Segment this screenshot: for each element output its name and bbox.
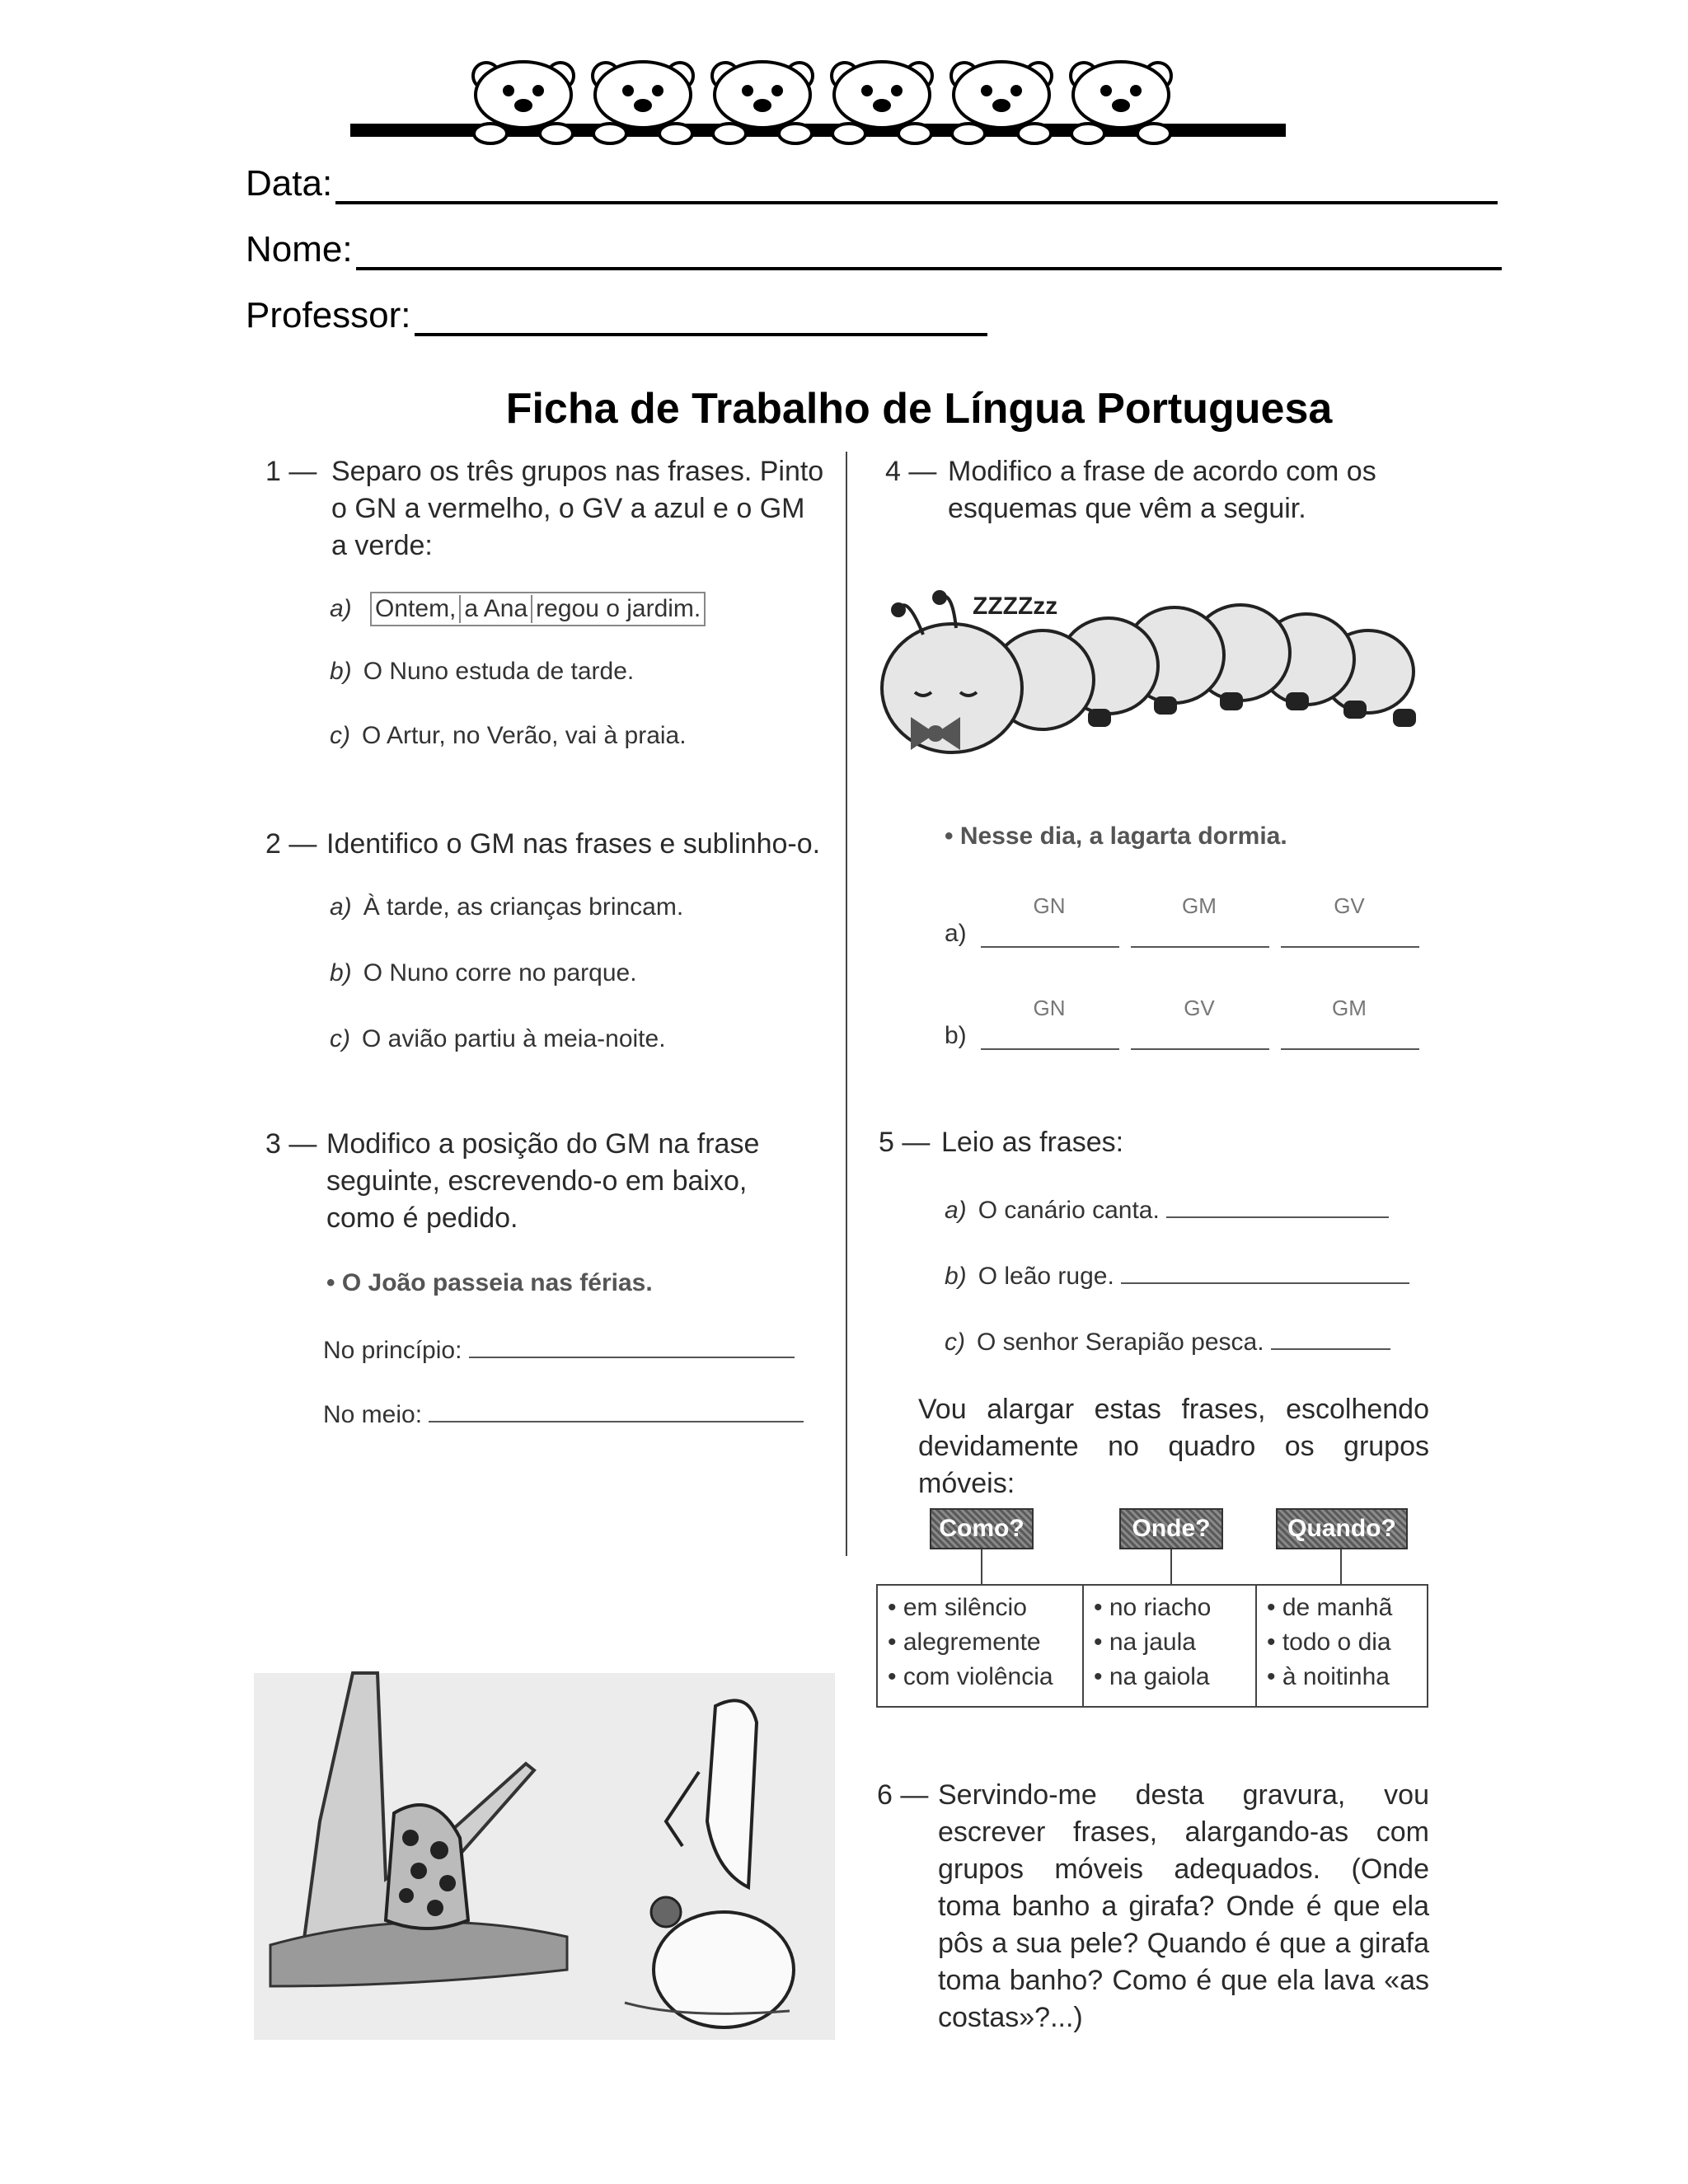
- quadro-item: • todo o dia: [1267, 1629, 1391, 1656]
- q5-item-c: c) O senhor Serapião pesca.: [945, 1327, 1390, 1357]
- date-field-row: [246, 163, 1498, 204]
- q3-prompt-start: No princípio:: [323, 1335, 795, 1365]
- name-label: Nome:: [246, 229, 353, 269]
- quadro-item: • no riacho: [1094, 1594, 1212, 1621]
- q4-text: Modifico a frase de acordo com os esquemas que vêm a seguir.: [948, 456, 1376, 524]
- q1-box-gm: Ontem,: [375, 595, 461, 623]
- quadro-item: • de manhã: [1267, 1594, 1393, 1621]
- q2-number: 2 —: [265, 828, 317, 860]
- q6-number: 6 —: [877, 1779, 929, 1811]
- q2-item-c: c) O avião partiu à meia-noite.: [330, 1025, 666, 1052]
- q5-item-b: b) O leão ruge.: [945, 1261, 1409, 1291]
- q1-item-a: a) Ontem, a Ana regou o jardim.: [330, 592, 706, 626]
- q4-schema-b-line-3[interactable]: [1281, 1048, 1419, 1050]
- teacher-input-line[interactable]: [415, 302, 987, 336]
- giraffe-illustration: [254, 1673, 835, 2040]
- q4-schema-a-label: a): [945, 920, 967, 947]
- q4-schema-a-line-1[interactable]: [981, 946, 1119, 948]
- q5-answer-line-b[interactable]: [1121, 1261, 1409, 1284]
- quadro-connector-3: [1340, 1549, 1342, 1584]
- q4-sentence: • Nesse dia, a lagarta dormia.: [945, 823, 1287, 850]
- q4-schema-a-line-2[interactable]: [1131, 946, 1269, 948]
- q4-number: 4 —: [885, 456, 937, 487]
- q5-item-a: a) O canário canta.: [945, 1195, 1389, 1225]
- q1-text: Separo os três grupos nas frases. Pinto o GN a vermelho, o GV a azul e o GM a verde:: [331, 456, 824, 561]
- q5-instruction: Vou alargar estas frases, escolhendo devidamente no quadro os grupos móveis:: [918, 1394, 1429, 1499]
- date-input-line[interactable]: [335, 170, 1498, 204]
- column-divider: [846, 452, 847, 1556]
- q4-schema-b-line-1[interactable]: [981, 1048, 1119, 1050]
- q1-number: 1 —: [265, 456, 317, 487]
- page-title: Ficha de Trabalho de Língua Portuguesa: [505, 385, 1333, 433]
- quadro-col-onde: [1084, 1586, 1257, 1706]
- q1-box-gn: a Ana: [461, 595, 532, 623]
- quadro-grupos-moveis: [876, 1584, 1428, 1708]
- q3-answer-line-middle[interactable]: [429, 1399, 804, 1422]
- quadro-header-quando: Quando?: [1276, 1508, 1408, 1549]
- q1-item-b: b) O Nuno estuda de tarde.: [330, 658, 635, 685]
- q4-schema-b-line-2[interactable]: [1131, 1048, 1269, 1050]
- q2-text: Identifico o GM nas frases e sublinho-o.: [326, 828, 821, 860]
- caterpillar-illustration: [857, 577, 1451, 775]
- quadro-item: • alegremente: [888, 1629, 1041, 1656]
- q1-box-gv: regou o jardim.: [536, 595, 701, 622]
- name-field-row: [246, 229, 1502, 270]
- q5-answer-line-a[interactable]: [1166, 1195, 1389, 1218]
- q5-number: 5 —: [879, 1127, 931, 1158]
- q4-schema-b-group-1: GN: [1033, 996, 1066, 1020]
- q3-answer-line-start[interactable]: [469, 1335, 795, 1358]
- quadro-item: • à noitinha: [1267, 1663, 1390, 1690]
- q2-item-a: a) À tarde, as crianças brincam.: [330, 893, 684, 921]
- bear-border-icon: [350, 58, 1286, 148]
- teacher-field-row: [246, 295, 987, 336]
- q3-sentence: • O João passeia nas férias.: [326, 1269, 653, 1296]
- teacher-label: Professor:: [246, 295, 411, 335]
- name-input-line[interactable]: [356, 236, 1502, 270]
- q3-number: 3 —: [265, 1128, 317, 1160]
- quadro-item: • na gaiola: [1094, 1663, 1210, 1690]
- q1-item-c: c) O Artur, no Verão, vai à praia.: [330, 722, 687, 749]
- q5-text: Leio as frases:: [941, 1127, 1124, 1158]
- q4-schema-a-line-3[interactable]: [1281, 946, 1419, 948]
- quadro-item: • na jaula: [1094, 1629, 1196, 1656]
- q4-schema-b-group-2: GV: [1184, 996, 1215, 1020]
- zzz-text: ZZZZzz: [973, 593, 1058, 620]
- quadro-connector-1: [981, 1549, 982, 1584]
- q2-item-b: b) O Nuno corre no parque.: [330, 959, 637, 987]
- quadro-item: • com violência: [888, 1663, 1053, 1690]
- q5-answer-line-c[interactable]: [1271, 1327, 1390, 1350]
- quadro-header-como: Como?: [930, 1508, 1034, 1549]
- q3-prompt-middle: No meio:: [323, 1399, 804, 1429]
- quadro-header-onde: Onde?: [1119, 1508, 1223, 1549]
- q6-text: Servindo-me desta gravura, vou escrever frases, alargando-as com grupos móveis adequados. (Onde toma banho a girafa? Onde é que ela pôs a sua pele? Quando é que a girafa toma banho? Como é que ela lava «as costas»?...): [938, 1779, 1429, 2033]
- q4-schema-b-group-3: GM: [1332, 996, 1367, 1020]
- q3-text: Modifico a posição do GM na frase seguinte, escrevendo-o em baixo, como é pedido.: [326, 1128, 760, 1234]
- q4-schema-a-group-2: GM: [1182, 893, 1217, 918]
- q4-schema-a-group-1: GN: [1033, 893, 1066, 918]
- quadro-col-quando: [1257, 1586, 1417, 1706]
- date-label: Data:: [246, 163, 333, 204]
- quadro-col-como: [878, 1586, 1084, 1706]
- q4-schema-b-label: b): [945, 1022, 967, 1049]
- quadro-item: • em silêncio: [888, 1594, 1027, 1621]
- quadro-connector-2: [1170, 1549, 1172, 1584]
- q4-schema-a-group-3: GV: [1334, 893, 1365, 918]
